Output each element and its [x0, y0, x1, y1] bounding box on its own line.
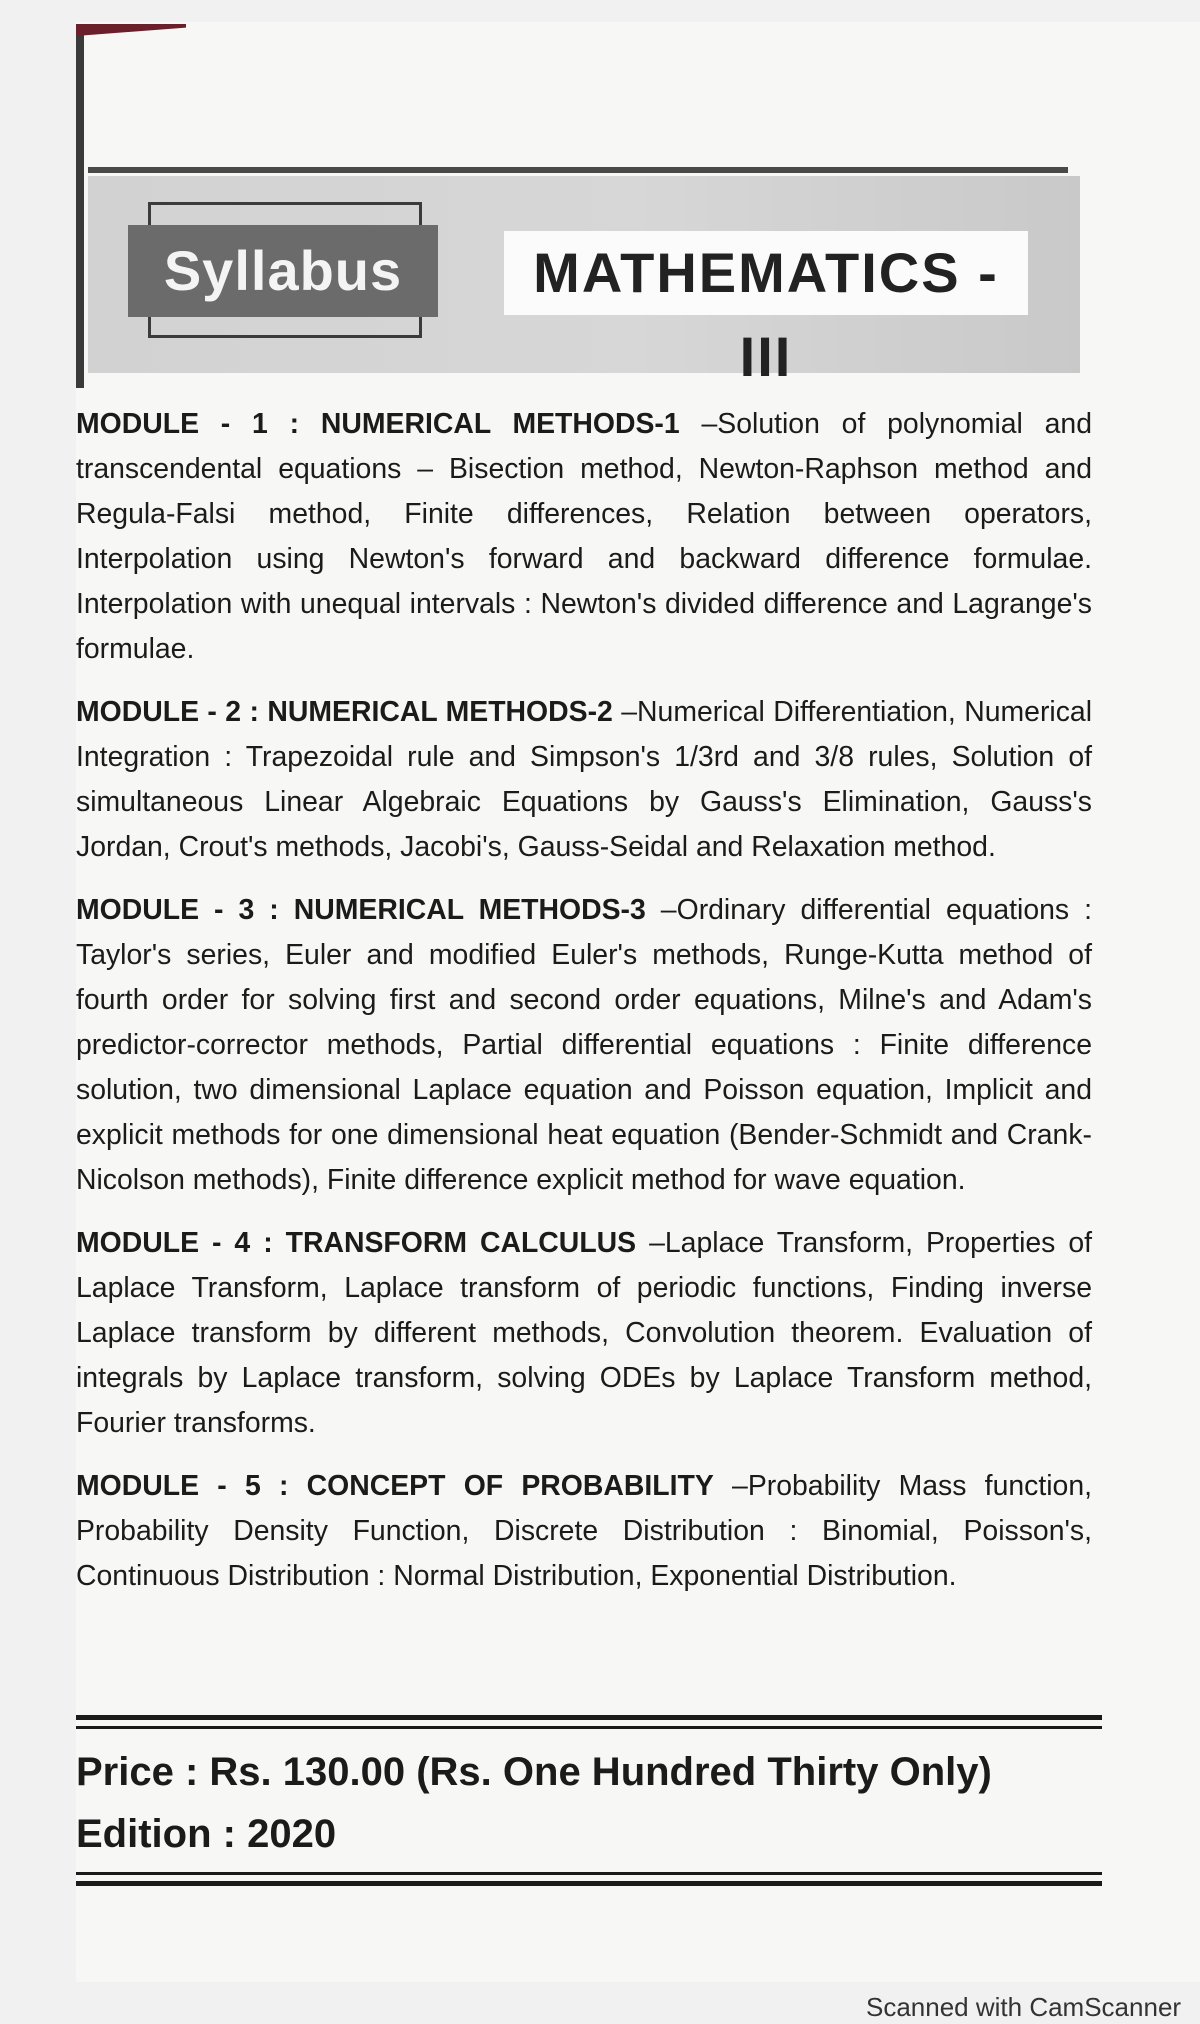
module-3-title: MODULE - 3 : NUMERICAL METHODS-3 –: [76, 894, 677, 926]
module-3-text: Ordinary differential equations : Taylor's series, Euler and modified Euler's methods, Runge-Kutta method of fourth order for solving first and second order equations, Milne's and Adam's predictor-corrector methods, Partial differential equations : Finite difference solution, two dimensional Laplace equation and Poisson equation, Implicit and explicit methods for one dimensional heat equation (Bender-Schmidt and Crank-Nicolson methods), Finite difference explicit method for wave equation.: [76, 894, 1092, 1196]
module-4-title: MODULE - 4 : TRANSFORM CALCULUS –: [76, 1227, 665, 1259]
banner-rule: [88, 167, 1068, 173]
module-5-title: MODULE - 5 : CONCEPT OF PROBABILITY –: [76, 1470, 748, 1502]
module-2: [76, 690, 1092, 870]
footer-rule-top-thin: [76, 1726, 1102, 1729]
module-4-text: Laplace Transform, Properties of Laplace Transform, Laplace transform of periodic functions, Finding inverse Laplace transform by different methods, Convolution theorem. Evaluation of integrals by Laplace transform, solving ODEs by Laplace Transform method, Fourier transforms.: [76, 1227, 1093, 1439]
module-2-text: Numerical Differentiation, Numerical Integration : Trapezoidal rule and Simpson's 1/3rd and 3/8 rules, Solution of simultaneous Linear Algebraic Equations by Gauss's Elimination, Gauss's Jordan, Crout's methods, Jacobi's, Gauss-Seidal and Relaxation method.: [76, 696, 1092, 863]
footer-rule-top: [76, 1715, 1102, 1720]
module-1-text: Solution of polynomial and transcendental equations – Bisection method, Newton-Raphson method and Regula-Falsi method, Finite differences, Relation between operators, Interpolation using Newton's forward and backward difference formulae. Interpolation with unequal intervals : Newton's divided difference and Lagrange's formulae.: [76, 408, 1093, 665]
module-1: [76, 402, 1092, 672]
module-4: [76, 1221, 1092, 1446]
page-spine: [76, 28, 84, 388]
footer-rule-bottom: [76, 1881, 1102, 1886]
footer-rule-bottom-thin: [76, 1872, 1102, 1875]
scanner-watermark: Scanned with CamScanner: [866, 1992, 1182, 2022]
module-5: [76, 1464, 1092, 1599]
module-3: [76, 888, 1092, 1203]
syllabus-label: Syllabus: [128, 225, 438, 317]
module-1-title: MODULE - 1 : NUMERICAL METHODS-1 –: [76, 408, 717, 440]
subject-title: MATHEMATICS - III: [504, 231, 1028, 315]
edition-line: Edition : 2020: [76, 1812, 337, 1856]
title-banner: [88, 167, 1080, 388]
module-2-title: MODULE - 2 : NUMERICAL METHODS-2 –: [76, 696, 637, 728]
module-5-text: Probability Mass function, Probability Density Function, Discrete Distribution : Binomial, Poisson's, Continuous Distribution : Normal Distribution, Exponential Distribution.: [76, 1470, 1093, 1592]
module-list: [76, 402, 1092, 1617]
price-line: Price : Rs. 130.00 (Rs. One Hundred Thirty Only): [76, 1750, 992, 1794]
